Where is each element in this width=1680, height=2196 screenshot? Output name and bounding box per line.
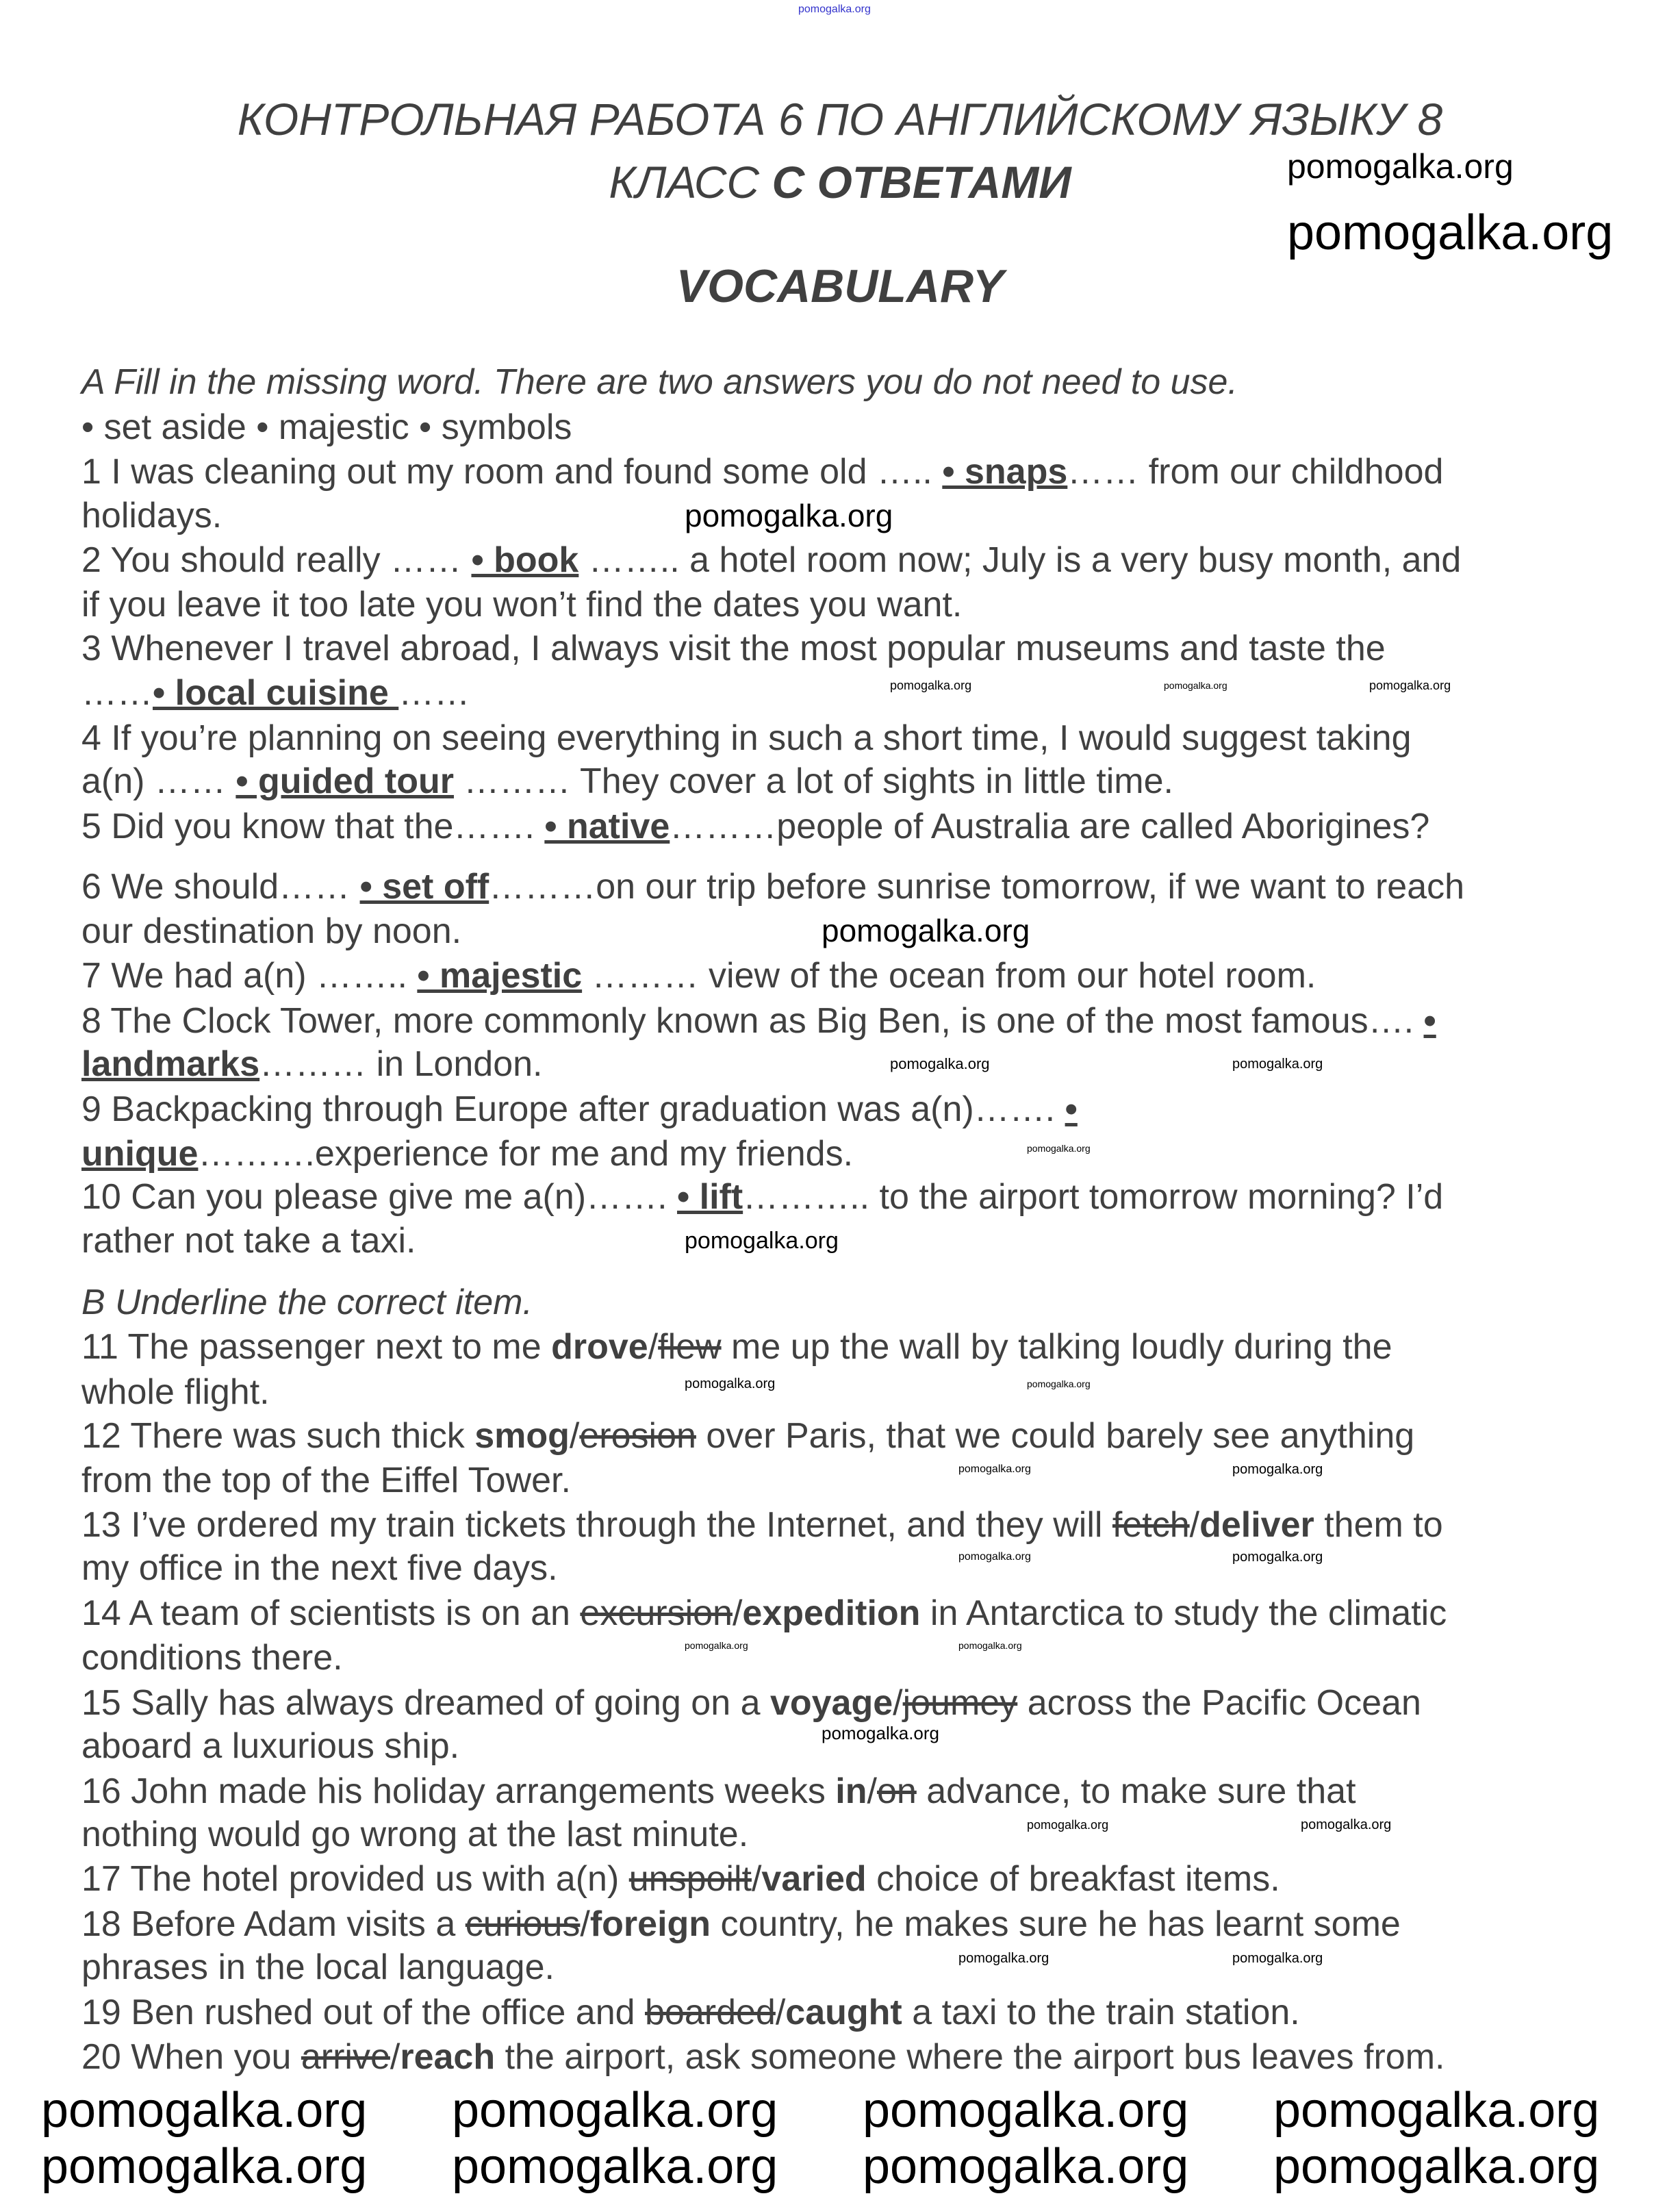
text-line bbox=[81, 1813, 748, 1856]
text-line bbox=[81, 1503, 1443, 1547]
text-segment: 1 I was cleaning out my room and found some old ….. bbox=[81, 452, 943, 492]
text-segment: 11 The passenger next to me bbox=[81, 1327, 552, 1367]
text-segment: A Fill in the missing word. There are two answers you do not need to use. bbox=[81, 362, 1238, 402]
watermark-text: pomogalka.org bbox=[958, 1640, 1022, 1651]
watermark-text: pomogalka.org bbox=[958, 1463, 1031, 1475]
text-segment: / bbox=[390, 2037, 400, 2077]
watermark-text: pomogalka.org bbox=[685, 1640, 748, 1651]
answer-word: • bbox=[1065, 1089, 1078, 1129]
text-segment: 6 We should…… bbox=[81, 867, 360, 907]
watermark-text: pomogalka.org bbox=[958, 1951, 1049, 1966]
watermark-text: pomogalka.org bbox=[1232, 1951, 1323, 1966]
text-line bbox=[81, 716, 1411, 760]
text-segment: from the top of the Eiffel Tower. bbox=[81, 1461, 571, 1500]
text-line bbox=[81, 1591, 1447, 1635]
struck-option: fetch bbox=[1112, 1505, 1190, 1545]
watermark-text: pomogalka.org bbox=[1232, 1462, 1323, 1477]
answer-word: • native bbox=[544, 807, 670, 846]
watermark-text: pomogalka.org bbox=[890, 679, 972, 692]
watermark-text: pomogalka.org bbox=[685, 498, 893, 533]
text-line bbox=[81, 538, 1461, 582]
watermark-text: pomogalka.org bbox=[452, 2139, 778, 2194]
struck-option: unspoilt bbox=[628, 1859, 752, 1899]
text-segment: the airport, ask someone where the airport bus leaves from. bbox=[495, 2037, 1445, 2077]
text-line bbox=[81, 1370, 270, 1414]
text-segment: / bbox=[648, 1327, 659, 1367]
page-title-line-1: КОНТРОЛЬНАЯ РАБОТА 6 ПО АНГЛИЙСКОМУ ЯЗЫКУ 8 bbox=[237, 94, 1443, 144]
correct-option: smog bbox=[474, 1416, 570, 1456]
text-segment: / bbox=[867, 1771, 877, 1811]
watermark-text: pomogalka.org bbox=[1232, 1550, 1323, 1565]
text-segment: my office in the next five days. bbox=[81, 1548, 558, 1588]
correct-option: caught bbox=[785, 1993, 902, 2032]
text-segment: country, he makes sure he has learnt some bbox=[711, 1904, 1401, 1944]
text-segment: in Antarctica to study the climatic bbox=[920, 1593, 1447, 1633]
text-line bbox=[81, 1280, 533, 1324]
answer-word: unique bbox=[81, 1134, 199, 1174]
watermark-text: pomogalka.org bbox=[1027, 1378, 1091, 1389]
watermark-text: pomogalka.org bbox=[1027, 1818, 1109, 1832]
text-line bbox=[81, 1902, 1401, 1946]
struck-option: flew bbox=[658, 1327, 722, 1367]
answer-word: • snaps bbox=[942, 452, 1068, 492]
text-segment: ……….experience for me and my friends. bbox=[198, 1134, 854, 1174]
struck-option: boarded bbox=[645, 1993, 776, 2032]
text-segment: 9 Backpacking through Europe after graduation was a(n)……. bbox=[81, 1089, 1065, 1129]
correct-option: in bbox=[835, 1771, 867, 1811]
title-regular: КЛАСС bbox=[609, 157, 772, 207]
answer-word: • set off bbox=[359, 867, 489, 907]
text-line bbox=[81, 360, 1238, 404]
text-segment: 16 John made his holiday arrangements weeks bbox=[81, 1771, 836, 1811]
text-line bbox=[81, 1945, 555, 1989]
watermark-text: pomogalka.org bbox=[1287, 205, 1614, 260]
watermark-text: pomogalka.org bbox=[452, 2083, 778, 2138]
watermark-text: pomogalka.org bbox=[1273, 2139, 1600, 2194]
answer-word: • lift bbox=[676, 1177, 743, 1217]
text-segment: 18 Before Adam visits a bbox=[81, 1904, 466, 1944]
text-segment: phrases in the local language. bbox=[81, 1947, 555, 1987]
text-line bbox=[81, 1459, 571, 1502]
watermark-text: pomogalka.org bbox=[822, 1723, 939, 1743]
text-segment: ……… view of the ocean from our hotel room. bbox=[582, 956, 1316, 996]
page-title-line-2 bbox=[609, 156, 1071, 208]
watermark-text: pomogalka.org bbox=[685, 1228, 839, 1254]
watermark-text: pomogalka.org bbox=[1027, 1143, 1091, 1154]
text-line bbox=[81, 1769, 1356, 1813]
text-segment: ……… They cover a lot of sights in little time. bbox=[453, 761, 1173, 801]
correct-option: drove bbox=[551, 1327, 648, 1367]
text-segment: a taxi to the train station. bbox=[902, 1993, 1300, 2032]
text-line bbox=[81, 1724, 459, 1768]
text-segment: 7 We had a(n) …….. bbox=[81, 956, 418, 996]
title-bold: С ОТВЕТАМИ bbox=[772, 157, 1071, 207]
text-segment: advance, to make sure that bbox=[916, 1771, 1356, 1811]
text-segment: 2 You should really …… bbox=[81, 540, 472, 580]
text-segment: …… from our childhood bbox=[1067, 452, 1444, 492]
text-segment: 13 I’ve ordered my train tickets through the Internet, and they will bbox=[81, 1505, 1112, 1545]
text-segment: 8 The Clock Tower, more commonly known as Big Ben, is one of the most famous…. bbox=[81, 1001, 1424, 1041]
text-segment: 19 Ben rushed out of the office and bbox=[81, 1993, 645, 2032]
text-segment: / bbox=[775, 1993, 786, 2032]
answer-word: • guided tour bbox=[236, 761, 454, 801]
struck-option: erosion bbox=[579, 1416, 696, 1456]
text-line bbox=[81, 450, 1443, 494]
correct-option: voyage bbox=[769, 1683, 893, 1723]
struck-option: excursion bbox=[580, 1593, 733, 1633]
text-segment: a(n) …… bbox=[81, 761, 236, 801]
text-segment: me up the wall by talking loudly during the bbox=[721, 1327, 1392, 1367]
text-segment: ………people of Australia are called Aborigines? bbox=[670, 807, 1430, 846]
text-line bbox=[81, 583, 962, 627]
watermark-text: pomogalka.org bbox=[863, 2083, 1189, 2138]
text-segment: over Paris, that we could barely see anything bbox=[696, 1416, 1415, 1456]
text-segment: our destination by noon. bbox=[81, 911, 462, 951]
text-segment: / bbox=[732, 1593, 743, 1633]
text-segment: …….. a hotel room now; July is a very busy month, and bbox=[578, 540, 1462, 580]
text-segment: aboard a luxurious ship. bbox=[81, 1726, 460, 1766]
text-segment: • set aside • majestic • symbols bbox=[81, 407, 572, 447]
text-segment: conditions there. bbox=[81, 1638, 343, 1678]
text-line bbox=[81, 759, 1173, 803]
correct-option: varied bbox=[761, 1859, 867, 1899]
text-line bbox=[81, 1857, 1280, 1901]
struck-option: arrive bbox=[301, 2037, 390, 2077]
watermark-text: pomogalka.org bbox=[41, 2139, 368, 2194]
text-line bbox=[81, 405, 572, 449]
text-segment: …… bbox=[398, 673, 470, 713]
watermark-text: pomogalka.org bbox=[1369, 679, 1451, 692]
text-line bbox=[81, 1132, 853, 1176]
text-segment: 14 A team of scientists is on an bbox=[81, 1593, 581, 1633]
correct-option: expedition bbox=[742, 1593, 921, 1633]
text-segment: 3 Whenever I travel abroad, I always visit the most popular museums and taste the bbox=[81, 629, 1386, 668]
correct-option: reach bbox=[400, 2037, 496, 2077]
watermark-text: pomogalka.org bbox=[1164, 680, 1227, 691]
text-segment: 4 If you’re planning on seeing everything in such a short time, I would suggest taking bbox=[81, 718, 1412, 758]
watermark-text: pomogalka.org bbox=[822, 913, 1030, 948]
section-heading: VOCABULARY bbox=[676, 260, 1004, 312]
text-segment: 10 Can you please give me a(n)……. bbox=[81, 1177, 677, 1217]
text-line bbox=[81, 1681, 1421, 1725]
text-segment: 20 When you bbox=[81, 2037, 301, 2077]
watermark-text: pomogalka.org bbox=[1287, 147, 1514, 186]
answer-word: • bbox=[1423, 1001, 1436, 1041]
text-line bbox=[81, 954, 1316, 998]
watermark-text: pomogalka.org bbox=[798, 3, 871, 15]
text-segment: nothing would go wrong at the last minute. bbox=[81, 1815, 749, 1854]
text-segment: 17 The hotel provided us with a(n) bbox=[81, 1859, 629, 1899]
text-segment: / bbox=[580, 1904, 590, 1944]
struck-option: on bbox=[876, 1771, 917, 1811]
text-segment: if you leave it too late you won’t find the dates you want. bbox=[81, 585, 963, 624]
watermark-text: pomogalka.org bbox=[863, 2139, 1189, 2194]
text-segment: choice of breakfast items. bbox=[866, 1859, 1280, 1899]
watermark-text: pomogalka.org bbox=[890, 1055, 990, 1072]
watermark-text: pomogalka.org bbox=[1301, 1817, 1392, 1832]
text-segment: / bbox=[569, 1416, 580, 1456]
text-segment: / bbox=[751, 1859, 762, 1899]
watermark-text: pomogalka.org bbox=[958, 1551, 1031, 1563]
watermark-text: pomogalka.org bbox=[1232, 1057, 1323, 1072]
text-segment: / bbox=[893, 1683, 903, 1723]
text-line bbox=[81, 1636, 343, 1680]
text-segment: ………on our trip before sunrise tomorrow, if we want to reach bbox=[489, 867, 1465, 907]
correct-option: deliver bbox=[1199, 1505, 1314, 1545]
text-line bbox=[81, 909, 461, 953]
text-line bbox=[81, 671, 470, 715]
watermark-text: pomogalka.org bbox=[685, 1376, 776, 1391]
text-segment: rather not take a taxi. bbox=[81, 1221, 416, 1261]
text-segment: …… bbox=[81, 673, 153, 713]
text-line bbox=[81, 627, 1386, 670]
text-line bbox=[81, 1087, 1078, 1131]
answer-word: • book bbox=[471, 540, 579, 580]
text-line bbox=[81, 1042, 542, 1086]
text-line bbox=[81, 865, 1464, 909]
text-line bbox=[81, 805, 1429, 848]
text-segment: ……… in London. bbox=[259, 1044, 543, 1084]
answer-word: landmarks bbox=[81, 1044, 260, 1084]
text-line bbox=[81, 1219, 416, 1263]
text-segment: ……….. to the airport tomorrow morning? I’d bbox=[743, 1177, 1444, 1217]
text-line bbox=[81, 2035, 1444, 2079]
text-segment: them to bbox=[1314, 1505, 1443, 1545]
text-segment: whole flight. bbox=[81, 1372, 270, 1412]
text-line bbox=[81, 1175, 1443, 1219]
text-segment: 15 Sally has always dreamed of going on a bbox=[81, 1683, 770, 1723]
struck-option: curious bbox=[465, 1904, 581, 1944]
text-line bbox=[81, 1414, 1414, 1458]
text-line bbox=[81, 999, 1436, 1043]
answer-word: • majestic bbox=[417, 956, 583, 996]
text-segment: 5 Did you know that the……. bbox=[81, 807, 545, 846]
watermark-text: pomogalka.org bbox=[1273, 2083, 1600, 2138]
text-segment: / bbox=[1189, 1505, 1200, 1545]
text-line bbox=[81, 494, 222, 538]
text-line bbox=[81, 1991, 1300, 2034]
text-line bbox=[81, 1546, 558, 1590]
correct-option: foreign bbox=[589, 1904, 711, 1944]
text-segment: 12 There was such thick bbox=[81, 1416, 475, 1456]
text-segment: across the Pacific Ocean bbox=[1017, 1683, 1421, 1723]
answer-word: • local cuisine bbox=[153, 673, 399, 713]
watermark-text: pomogalka.org bbox=[41, 2083, 368, 2138]
struck-option: joumey bbox=[902, 1683, 1018, 1723]
text-segment: holidays. bbox=[81, 496, 222, 535]
text-segment: B Underline the correct item. bbox=[81, 1283, 533, 1322]
text-line bbox=[81, 1325, 1392, 1369]
